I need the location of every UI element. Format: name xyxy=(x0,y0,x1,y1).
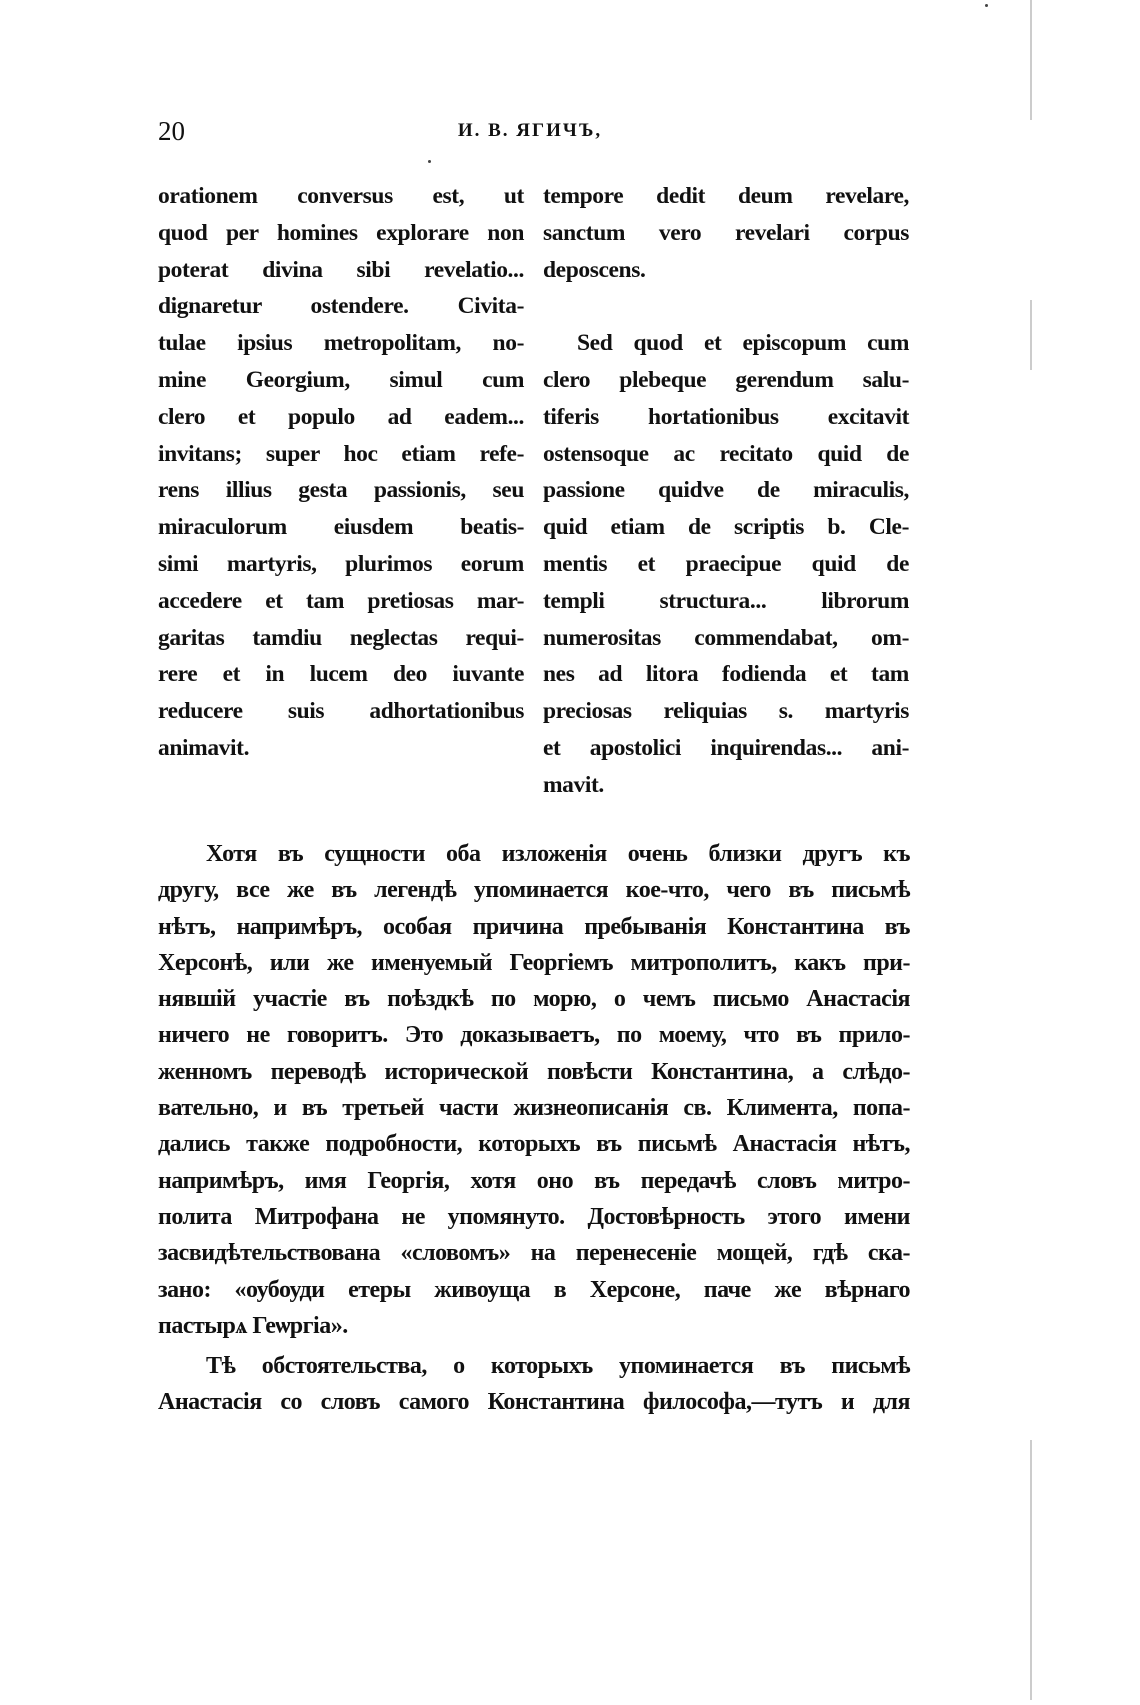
text-line: numerositas commendabat, om- xyxy=(543,624,909,651)
text-line: dignaretur ostendere. Civita- xyxy=(158,293,524,320)
text-line: passione quidve de miraculis, xyxy=(543,477,909,504)
text-line: mine Georgium, simul cum xyxy=(158,366,524,393)
text-line: зано: «оубоуди етеры живоуща в Херсоне, паче же вѣрнаго xyxy=(158,1276,910,1303)
text-line: quid etiam de scriptis b. Cle- xyxy=(543,514,909,541)
paragraph xyxy=(158,1348,910,1421)
text-line: miraculorum eiusdem beatis- xyxy=(158,514,524,541)
text-line: Херсонѣ, или же именуемый Георгіемъ митрополитъ, какъ при- xyxy=(158,949,910,976)
text-line: poterat divina sibi revelatio... xyxy=(158,256,524,283)
text-line: полита Митрофана не упомянуто. Достовѣрность этого имени xyxy=(158,1203,910,1230)
text-line: Анастасія со словъ самого Константина философа,—тутъ и для xyxy=(158,1389,910,1416)
scan-speck xyxy=(985,4,988,7)
text-line: засвидѣтельствована «словомъ» на перенесеніе мощей, гдѣ ска- xyxy=(158,1240,910,1267)
scan-edge-mark xyxy=(1030,0,1032,120)
text-line: reducere suis adhortationibus xyxy=(158,698,524,725)
text-line: Хотя въ сущности оба изложенія очень близки другъ къ xyxy=(206,841,910,867)
text-line: nes ad litora fodienda et tam xyxy=(543,661,909,688)
latin-column-right xyxy=(543,178,909,804)
text-line: tulae ipsius metropolitam, no- xyxy=(158,330,524,357)
text-line: напримѣръ, имя Георгія, хотя оно въ передачѣ словъ митро- xyxy=(158,1167,910,1194)
text-line: rere et in lucem deo iuvante xyxy=(158,661,524,688)
text-line: accedere et tam pretiosas mar- xyxy=(158,587,524,614)
text-line: deposcens. xyxy=(543,256,646,283)
text-line: animavit. xyxy=(158,734,250,761)
scan-edge-mark xyxy=(1030,300,1032,370)
text-line: пастырѧ Геѡргіа». xyxy=(158,1312,348,1339)
running-head: И. В. ЯГИЧЪ, xyxy=(457,120,603,141)
text-line: вательно, и въ третьей части жизнеописанія св. Климента, попа- xyxy=(158,1095,910,1122)
text-line: Тѣ обстоятельства, о которыхъ упоминается въ письмѣ xyxy=(206,1353,910,1380)
text-line: Sed quod et episcopum cum xyxy=(577,330,909,357)
text-line: другу, все же въ легендѣ упоминается кое-что, чего въ письмѣ xyxy=(158,877,910,904)
text-line: orationem conversus est, ut xyxy=(158,183,524,209)
text-line: нѣтъ, напримѣръ, особая причина пребыванія Константина въ xyxy=(158,913,910,940)
text-line: sanctum vero revelari corpus xyxy=(543,219,909,246)
text-line: et apostolici inquirendas... ani- xyxy=(543,734,909,761)
text-line: clero plebeque gerendum salu- xyxy=(543,366,909,393)
text-line: clero et populo ad eadem... xyxy=(158,403,524,430)
text-line: tiferis hortationibus excitavit xyxy=(543,403,909,430)
paragraph-gap xyxy=(543,288,909,325)
text-line: invitans; super hoc etiam refe- xyxy=(158,440,524,467)
text-line: preciosas reliquias s. martyris xyxy=(543,698,909,725)
text-line: нявшій участіе въ поѣздкѣ по морю, о чемъ письмо Анастасія xyxy=(158,986,910,1013)
text-line: garitas tamdiu neglectas requi- xyxy=(158,624,524,651)
text-line: ostensoque ac recitato quid de xyxy=(543,440,909,467)
text-line: simi martyris, plurimos eorum xyxy=(158,550,524,577)
text-line: templi structura... librorum xyxy=(543,587,909,614)
text-line: mavit. xyxy=(543,771,604,798)
scan-speck xyxy=(428,160,431,163)
text-line: quod per homines explorare non xyxy=(158,219,524,246)
text-line: tempore dedit deum revelare, xyxy=(543,183,909,209)
page-number: 20 xyxy=(158,116,185,146)
text-line: женномъ переводѣ исторической повѣсти Константина, а слѣдо- xyxy=(158,1058,910,1085)
text-line: ничего не говоритъ. Это доказываетъ, по моему, что въ прило- xyxy=(158,1022,910,1049)
russian-body-text xyxy=(158,836,910,1421)
latin-column-left xyxy=(158,178,524,767)
text-line: дались также подробности, которыхъ въ письмѣ Анастасія нѣтъ, xyxy=(158,1131,910,1158)
scan-edge-mark xyxy=(1030,1440,1032,1700)
text-line: rens illius gesta passionis, seu xyxy=(158,477,524,504)
text-line: mentis et praecipue quid de xyxy=(543,550,909,577)
